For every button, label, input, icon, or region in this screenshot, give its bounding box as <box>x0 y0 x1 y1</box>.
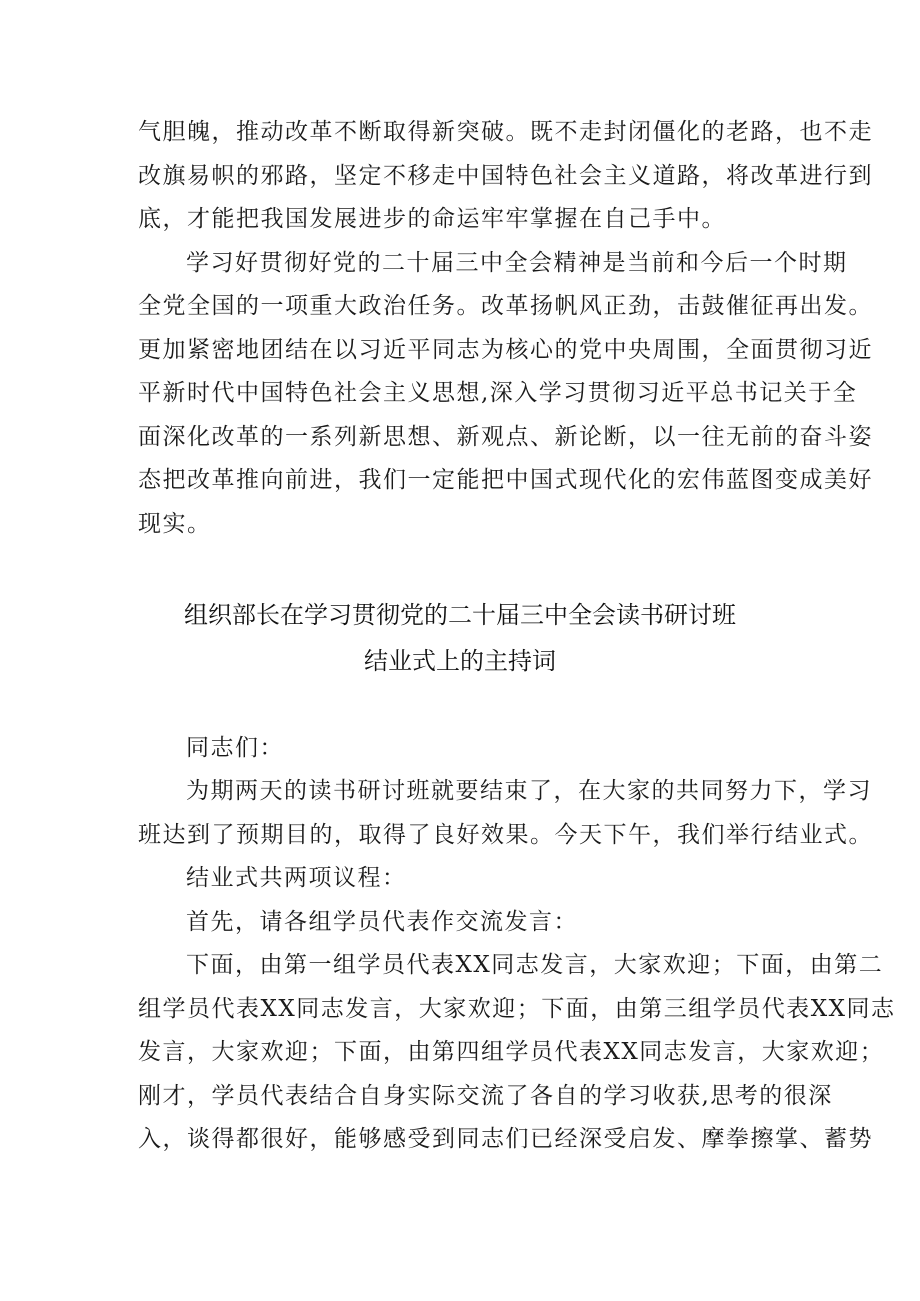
paragraph-line: 发言，大家欢迎；下面，由第四组学员代表XX同志发言，大家欢迎； <box>138 1039 885 1065</box>
paragraph-line: 组学员代表XX同志发言，大家欢迎；下面，由第三组学员代表XX同志 <box>138 996 896 1022</box>
section-title-line-2: 结业式上的主持词 <box>364 647 556 675</box>
paragraph-line: 气胆魄，推动改革不断取得新突破。既不走封闭僵化的老路，也不走 <box>138 119 873 145</box>
paragraph-line: 平新时代中国特色社会主义思想,深入学习贯彻习近平总书记关于全 <box>138 380 858 406</box>
paragraph-line: 更加紧密地团结在以习近平同志为核心的党中央周围，全面贯彻习近 <box>138 337 873 363</box>
paragraph-line: 入，谈得都很好，能够感受到同志们已经深受启发、摩拳擦掌、蓄势 <box>138 1126 873 1152</box>
section-title-line-1: 组织部长在学习贯彻党的二十届三中全会读书研讨班 <box>184 601 736 629</box>
paragraph-line: 下面，由第一组学员代表XX同志发言，大家欢迎；下面，由第二 <box>186 952 884 978</box>
paragraph-line: 面深化改革的一系列新思想、新观点、新论断，以一往无前的奋斗姿 <box>138 424 873 450</box>
paragraph-line: 改旗易帜的邪路，坚定不移走中国特色社会主义道路，将改革进行到 <box>138 163 873 189</box>
paragraph-line: 刚才，学员代表结合自身实际交流了各自的学习收获,思考的很深 <box>138 1083 833 1109</box>
paragraph-line: 底，才能把我国发展进步的命运牢牢掌握在自己手中。 <box>138 206 726 232</box>
paragraph-line: 学习好贯彻好党的二十届三中全会精神是当前和今后一个时期 <box>186 250 848 276</box>
paragraph-line: 班达到了预期目的，取得了良好效果。今天下午，我们举行结业式。 <box>138 822 873 848</box>
paragraph-line: 态把改革推向前进，我们一定能把中国式现代化的宏伟蓝图变成美好 <box>138 467 873 493</box>
paragraph-line: 现实。 <box>138 511 212 537</box>
salutation: 同志们： <box>186 735 284 761</box>
paragraph-line: 全党全国的一项重大政治任务。改革扬帆风正劲，击鼓催征再出发。 <box>138 293 873 319</box>
paragraph-line: 结业式共两项议程： <box>186 865 407 891</box>
paragraph-line: 为期两天的读书研讨班就要结束了，在大家的共同努力下，学习 <box>186 778 872 804</box>
paragraph-line: 首先，请各组学员代表作交流发言： <box>186 909 578 935</box>
